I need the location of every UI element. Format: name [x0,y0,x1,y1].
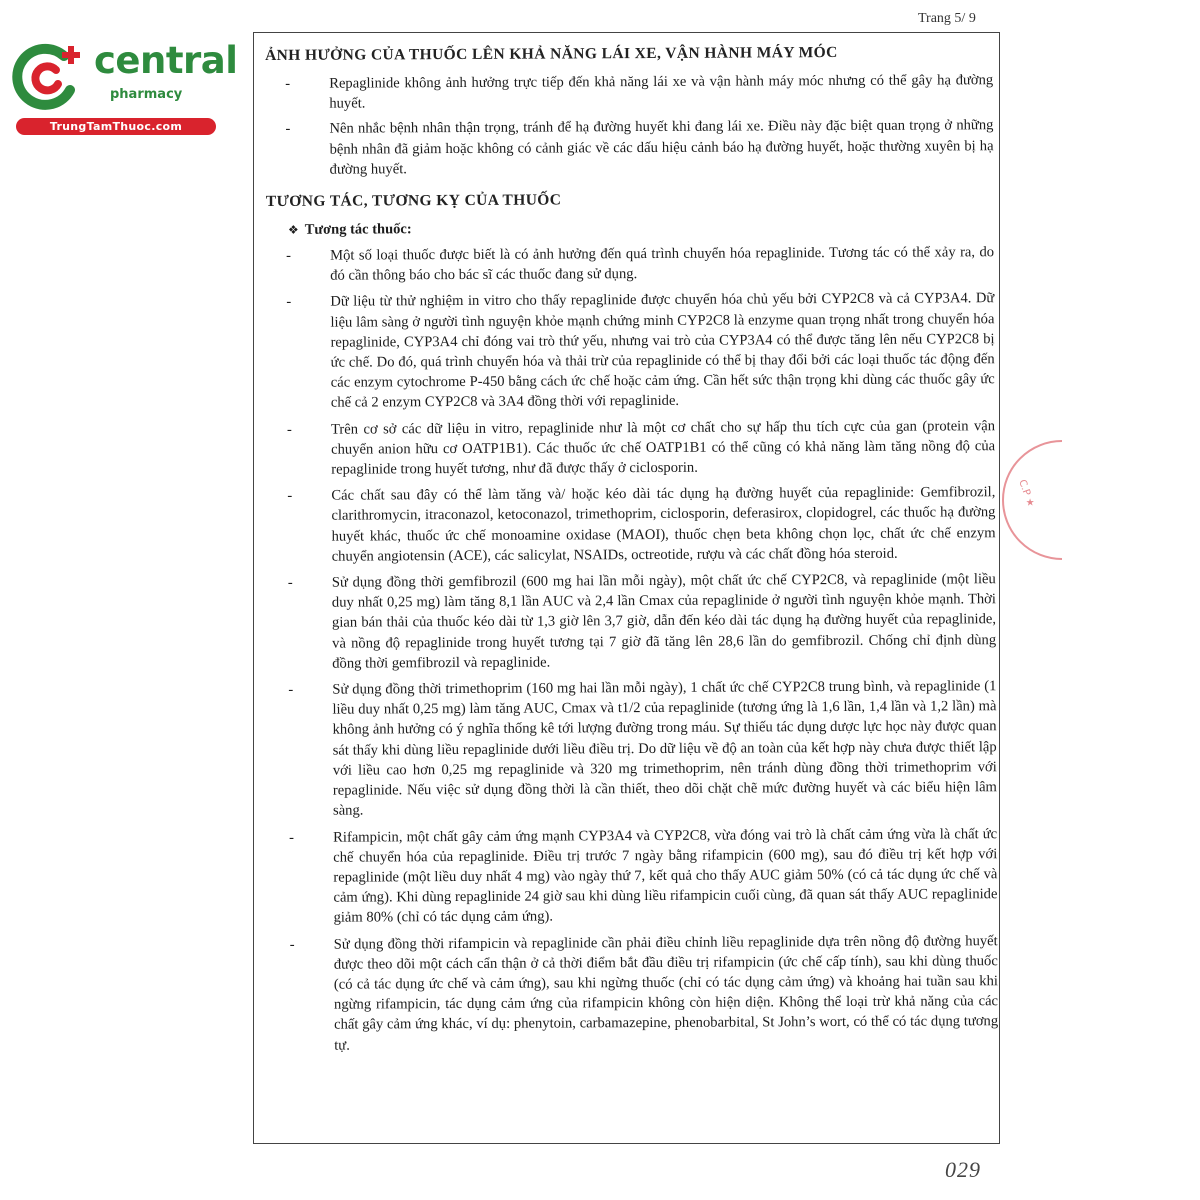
bullet-dash: - [287,488,293,505]
central-pharmacy-logo [8,36,238,136]
list-item [267,482,995,567]
bullet-dash: - [286,294,292,311]
list-item [268,676,997,821]
bullet-dash: - [286,247,292,264]
bullet-dash: - [286,421,292,438]
paragraph: Các chất sau đây có thể làm tăng và/ hoặc kéo dài tác dụng hạ đường huyết của repaglinide: Gemfibrozil, clarithromycin, itraconazol, ketoconazol, trimethoprim, ciclosporin, deferasirox, clopidogrel, các thuốc hạ đường huyết khác, thuốc ức chế monoamine oxidase (MAOI), thuốc chẹn beta không chọn lọc, chất ức chế enzym chuyển angiotensin (ACE), các salicylat, NSAIDs, octreotide, rượu và các chất đồng hóa steroid. [331,484,996,565]
list-item [266,289,995,414]
logo-url-badge: TrungTamThuoc.com [16,118,216,135]
document-body [265,42,998,1062]
section-title-interactions: TƯƠNG TÁC, TƯƠNG KỴ CỦA THUỐC [265,191,562,211]
stamp-text: C.P ★ [1016,478,1037,509]
bullet-dash: - [285,121,291,138]
paragraph: Một số loại thuốc được biết là có ảnh hưởng đến quá trình chuyển hóa repaglinide. Tương tác có thể xảy ra, do đó cần thông báo cho bác sĩ các thuốc đang sử dụng. [330,244,995,284]
list-item [267,416,995,480]
paragraph: Sử dụng đồng thời gemfibrozil (600 mg hai lần mỗi ngày), một chất ức chế CYP2C8, và repaglinide (một liều duy nhất 0,25 mg) làm tăng 8,1 lần AUC và 2,4 lần Cmax của repaglinide ở người tình nguyện khỏe mạnh. Thời gian bán thải của thuốc kéo dài từ 1,3 giờ lên 3,7 giờ, dẫn đến kéo dài tác dụng hạ đường huyết của repaglinide, và nồng độ repaglinide trong huyết tương tại 7 giờ đã tăng lên 28,6 lần do gemfibrozil. Chống chỉ định dùng đồng thời gemfibrozil và repaglinide. [331,571,997,672]
handwritten-page-number: 029 [945,1157,981,1182]
list-item [269,824,998,929]
bullet-dash: - [288,681,294,698]
bullet-dash: - [285,75,291,92]
page-number: Trang 5/ 9 [918,11,976,26]
bullet-dash: - [289,829,295,846]
subsection-heading [288,216,994,246]
paragraph: Trên cơ sở các dữ liệu in vitro, repaglinide như là một cơ chất cho sự hấp thu tích cực của gan (protein vận chuyển anion hữu cơ OATP1B1). Các thuốc ức chế OATP1B1 có thể cũng có khả năng làm tăng nồng độ của repaglinide trong huyết tương, như đã được thấy ở ciclosporin. [330,417,996,478]
paragraph: Nên nhắc bệnh nhân thận trọng, tránh để hạ đường huyết khi đang lái xe. Điều này đặc biệt quan trọng ở những bệnh nhân đã giảm hoặc không có cảnh giác về các dấu hiệu cảnh báo hạ đường huyết, hoặc thường xuyên bị hạ đường huyết. [329,117,994,178]
list-item [270,931,999,1056]
logo-brand: central [94,39,238,82]
diamond-bullet-icon: ❖ [287,222,299,237]
paragraph: Rifampicin, một chất gây cảm ứng mạnh CYP3A4 và CYP2C8, vừa đóng vai trò là chất cảm ứng vừa là chất ức chế chuyển hóa của repaglinide. Điều trị trước 7 ngày bằng rifampicin (600 mg), sau đó điều trị kết hợp với repaglinide (một liều duy nhất 4 mg) vào ngày thứ 7, kết quả cho thấy AUC giảm 50% (có cả tác dụng ức chế và cảm ứng). Khi dùng repaglinide 24 giờ sau khi dùng liều rifampicin cuối cùng, đã quan sát thấy AUC repaglinide giảm 80% (chỉ có tác dụng cảm ứng). [333,825,998,926]
paragraph: Dữ liệu từ thử nghiệm in vitro cho thấy repaglinide được chuyển hóa chủ yếu bởi CYP2C8 và cả CYP3A4. Dữ liệu lâm sàng ở người tình nguyện khỏe mạnh chứng minh CYP2C8 là enzyme quan trọng nhất trong chuyển hóa repaglinide, CYP3A4 chỉ đóng vai trò thứ yếu, nhưng vai trò của CYP3A4 có thể được tăng lên nếu CYP2C8 bị ức chế. Do đó, quá trình chuyển hóa và thải trừ của repaglinide có thể bị thay đổi bởi các loại thuốc tác động đến các enzym cytochrome P-450 bằng cách ức chế hoặc cảm ứng. Cần hết sức thận trọng khi dùng các thuốc gây ức chế cả 2 enzym CYP2C8 và 3A4 đồng thời với repaglinide. [330,290,995,412]
bullet-dash: - [289,936,295,953]
paragraph: Sử dụng đồng thời trimethoprim (160 mg hai lần mỗi ngày), 1 chất ức chế CYP2C8 trung bình, và repaglinide (1 liều duy nhất 0,25 mg) làm tăng AUC, Cmax và t1/2 của repaglinide (tương ứng là 1,6 lần, 1,4 lần và 1,2 lần) mà không ảnh hưởng có ý nghĩa thống kê tới lượng đường trong máu. Sự thiếu tác dụng dược lực học này được quan sát thấy khi dùng liều repaglinide dưới liều điều trị. Do dữ liệu về độ an toàn của kết hợp này chưa được thiết lập với liều cao hơn 0,25 mg repaglinide và 320 mg trimethoprim, nên tránh dùng đồng thời trimethoprim với repaglinide. Nếu việc sử dụng đồng thời là cần thiết, theo dõi chặt chẽ mức đường huyết và các biểu hiện lâm sàng. [332,678,997,819]
section-driving-list [265,70,994,180]
subsection-title: Tương tác thuốc: [304,221,412,238]
list-item [268,569,997,674]
official-stamp [1002,440,1062,560]
list-item [265,70,993,114]
section-interactions-list [266,242,998,1056]
list-item [265,116,993,180]
bullet-dash: - [287,574,293,591]
logo-sub: pharmacy [110,87,183,102]
section-title-driving: ẢNH HƯỞNG CỦA THUỐC LÊN KHẢ NĂNG LÁI XE, VẬN HÀNH MÁY MÓC [265,44,838,64]
paragraph: Sử dụng đồng thời rifampicin và repaglinide cần phải điều chỉnh liều repaglinide dựa trên nồng độ đường huyết được theo dõi một cách cẩn thận ở cả thời điểm bắt đầu điều trị rifampicin (ức chế cấp tính), sau khi dùng thuốc (có cả tác dụng ức chế và cảm ứng), sau khi ngừng thuốc (chỉ có tác dụng cảm ứng) và khoảng hai tuần sau khi ngừng rifampicin, tác dụng cảm ứng của rifampicin không còn hiện diện. Không thể loại trừ khả năng của các chất gây cảm ứng khác, ví dụ: phenytoin, carbamazepine, phenobarbital, St John’s wort, có thể có tác dụng tương tự. [333,932,999,1054]
logo-mark-icon [12,40,84,112]
list-item [266,242,994,286]
paragraph: Repaglinide không ảnh hưởng trực tiếp đến khả năng lái xe và vận hành máy móc nhưng có thể gây hạ đường huyết. [329,72,994,112]
